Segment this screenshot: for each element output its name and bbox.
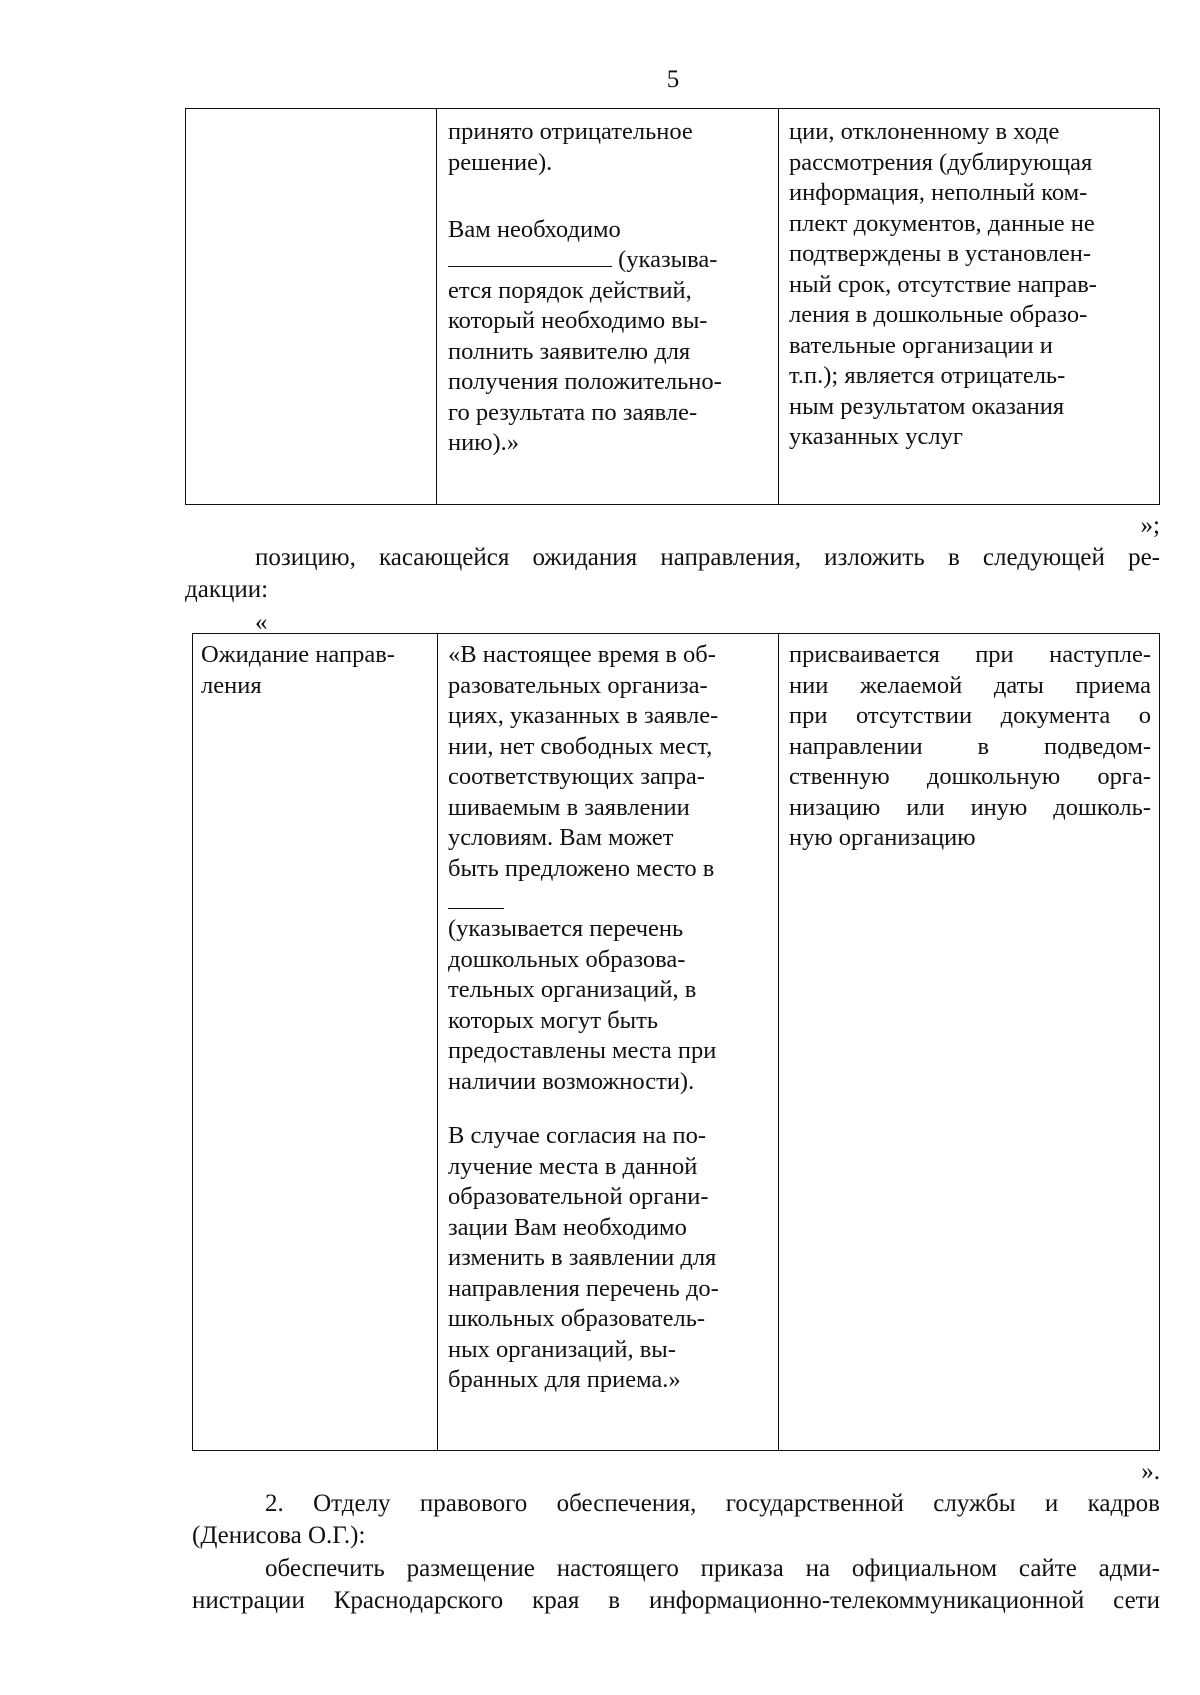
table-rejection-continuation — [185, 108, 1160, 505]
table1-col2-line: Вам необходимо — [448, 215, 621, 243]
table2-col3-line: низацию или иную дошколь- — [789, 793, 1151, 821]
table2-col2-line: соответствующих запра- — [448, 763, 705, 790]
paragraph-3-line: нистрации Краснодарского края в информационно-телекоммуникационной сети — [192, 1587, 1160, 1614]
table2-col2-line: (указывается перечень — [448, 915, 684, 942]
table1-col3-line: ный срок, отсутствие направ- — [789, 270, 1097, 298]
table2-col2-line: школьных образователь- — [448, 1305, 706, 1332]
table-column-divider — [778, 109, 779, 504]
closing-quote: »; — [1140, 512, 1160, 539]
table2-col2-line: циях, указанных в заявле- — [448, 702, 719, 729]
table2-col3-line: при отсутствии документа о — [789, 702, 1151, 729]
paragraph-position-line: дакции: — [185, 576, 269, 603]
table1-col2-line — [448, 178, 722, 209]
table2-col3-line: присваивается при наступле- — [789, 641, 1151, 668]
table2-col2-line: предоставлены места при — [448, 1037, 717, 1064]
table2-col2-line: образовательной органи- — [448, 1183, 709, 1210]
fill-in-blank — [448, 884, 504, 909]
table2-col2-line: шиваемым в заявлении — [448, 793, 690, 821]
table-column-divider — [437, 634, 438, 1450]
table1-col3-line: подтверждены в установлен- — [789, 240, 1092, 267]
paragraph-2-line: 2. Отделу правового обеспечения, государственной службы и кадров — [265, 1490, 1160, 1517]
table-column-divider — [436, 109, 437, 504]
table2-col2-line: разовательных организа- — [448, 671, 708, 699]
table1-col3-line: информация, неполный ком- — [789, 179, 1088, 206]
table2-col2-line: нии, нет свободных мест, — [448, 732, 713, 760]
table2-col3-line: ственную дошкольную орга- — [789, 763, 1151, 790]
table1-col2-text — [448, 117, 722, 459]
table1-col2-line: нию).» — [448, 429, 520, 456]
table1-col3-line: ления в дошкольные образо- — [789, 301, 1088, 328]
table1-col3-line: вательные организации и — [789, 331, 1053, 359]
table2-col3-line: нии желаемой даты приема — [789, 671, 1151, 699]
opening-quote: « — [255, 609, 268, 636]
table1-col2-line: который необходимо вы- — [448, 307, 708, 334]
table2-col2-line: которых могут быть — [448, 1006, 658, 1034]
table2-col3-text — [789, 640, 1151, 854]
table1-col2-blank-line — [448, 245, 722, 276]
table2-col1-text — [201, 640, 395, 701]
table1-col3-line: указанных услуг — [789, 423, 963, 450]
table1-col2-blank-suffix: (указыва- — [612, 246, 718, 273]
paragraph-2-line: (Денисова О.Г.): — [192, 1522, 366, 1549]
paragraph-3-line: обеспечить размещение настоящего приказа на официальном сайте адми- — [265, 1555, 1160, 1582]
table2-col2-line: изменить в заявлении для — [448, 1244, 717, 1271]
table2-col2-line: дошкольных образова- — [448, 945, 686, 973]
fill-in-blank — [448, 246, 612, 267]
table2-col2-line: условиям. Вам может — [448, 824, 674, 851]
table-awaiting-referral — [192, 633, 1160, 1451]
paragraph-position-line: позицию, касающейся ожидания направления, изложить в следующей ре- — [255, 544, 1160, 571]
table-column-divider — [778, 634, 779, 1450]
table2-col2-line: ных организаций, вы- — [448, 1335, 676, 1363]
table1-col2-line: го результата по заявле- — [448, 398, 698, 426]
table2-col2-text — [448, 640, 719, 1396]
table2-status-name: Ожидание направ- — [201, 641, 395, 668]
table2-col2-line: бранных для приема.» — [448, 1366, 681, 1393]
table1-col3-text — [789, 117, 1097, 453]
table1-col2-line: ется порядок действий, — [448, 276, 692, 304]
page-number: 5 — [666, 66, 680, 93]
table2-col2-line: наличии возможности). — [448, 1067, 695, 1095]
table1-col2-line: принято отрицательное — [448, 118, 693, 145]
table1-col3-line: ции, отклоненному в ходе — [789, 118, 1060, 145]
table2-status-name: ления — [201, 671, 262, 699]
table2-col2-line: зации Вам необходимо — [448, 1213, 687, 1241]
table1-col3-line: ным результатом оказания — [789, 392, 1065, 420]
table1-col3-line: рассмотрения (дублирующая — [789, 148, 1093, 176]
table1-col2-line: решение). — [448, 148, 553, 176]
table1-col3-line: т.п.); является отрицатель- — [789, 362, 1066, 389]
table1-col3-line: плект документов, данные не — [789, 209, 1095, 237]
table2-col2-line: В случае согласия на по- — [448, 1122, 707, 1149]
table2-col3-line: направлении в подведом- — [789, 732, 1151, 760]
table2-col3-line: ную организацию — [789, 824, 976, 851]
table1-col2-line: получения положительно- — [448, 368, 722, 395]
fill-in-blank-line — [448, 884, 719, 914]
table2-col2-line: лучение места в данной — [448, 1152, 698, 1180]
closing-quote: ». — [1141, 1458, 1160, 1485]
table2-col2-line: быть предложено место в — [448, 854, 715, 882]
table2-col2-line: тельных организаций, в — [448, 976, 697, 1003]
table2-col2-line: «В настоящее время в об- — [448, 641, 716, 668]
table1-col2-line: полнить заявителю для — [448, 337, 691, 365]
table2-col2-line: направления перечень до- — [448, 1274, 719, 1302]
